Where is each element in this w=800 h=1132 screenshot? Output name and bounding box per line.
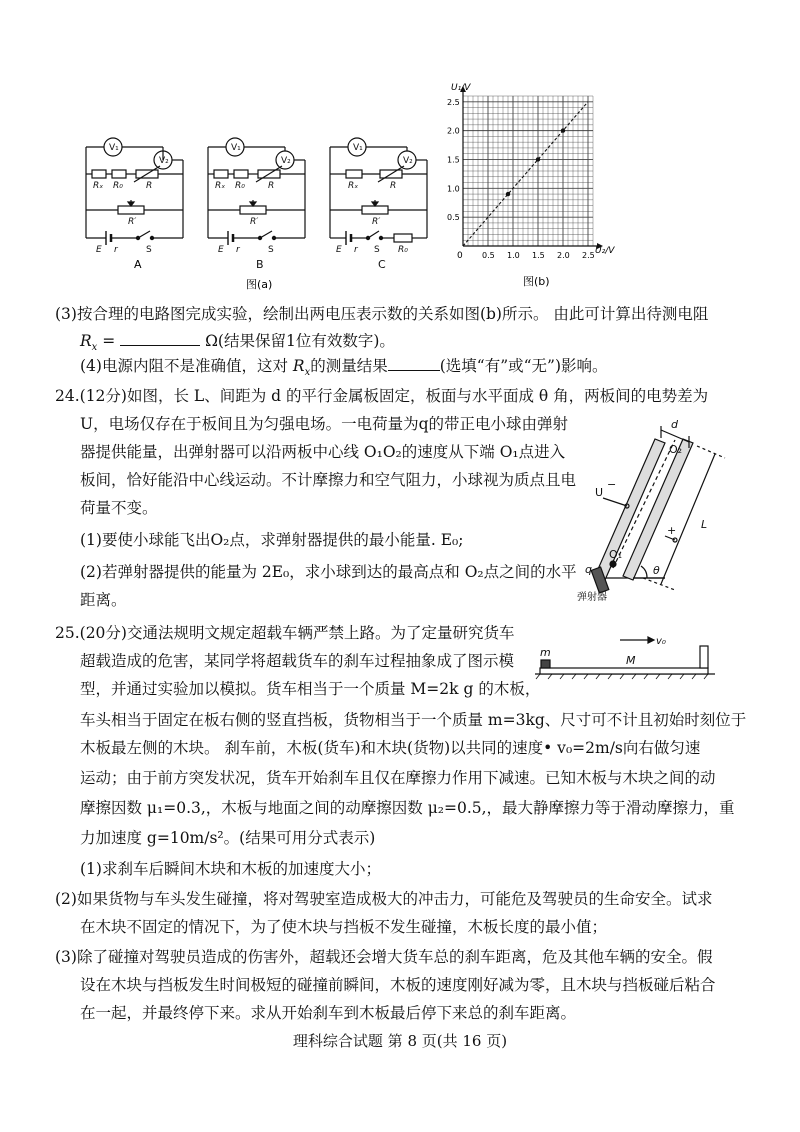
- plot-ticks: [447, 98, 595, 260]
- block-m: [541, 660, 550, 668]
- x-tick-label: 2.0: [557, 251, 570, 260]
- q25-line-4: 木板最左侧的木块。 刹车前，木板(货车)和木块(货物)以共同的速度• v₀=2m/s向右做匀速: [80, 739, 701, 757]
- y-tick-label: 2.5: [447, 97, 460, 107]
- rx-symbol-2: R: [292, 357, 305, 375]
- label-v0: v₀: [656, 636, 666, 647]
- rprime-label-b: R′: [250, 217, 259, 227]
- r-label: R: [146, 181, 153, 191]
- s-label: S: [146, 245, 152, 255]
- x-tick-label: 0.5: [482, 251, 495, 260]
- label-M: M: [626, 654, 636, 667]
- label-theta: θ: [653, 564, 660, 577]
- equals-sign: =: [97, 332, 121, 350]
- rint-label: r: [114, 245, 118, 255]
- q23-part4-a: (4)电源内阻不是准确值，这对: [80, 357, 293, 375]
- v1-label-c: V₁: [353, 143, 363, 153]
- q23-part4-c: (选填“有”或“无”)影响。: [439, 357, 608, 375]
- label-launcher: 弹射器: [577, 592, 607, 603]
- q24-line-0: 24.(12分)如图，长 L、间距为 d 的平行金属板固定，板面与水平面成 θ 角，两板间的电势差为: [55, 387, 709, 405]
- q25-line-1: 超载造成的危害，某同学将超载货车的刹车过程抽象成了图示模: [80, 652, 515, 670]
- q25-line-11: (3)除了碰撞对驾驶员造成的伤害外，超载还会增大货车总的刹车距离，危及其他车辆的安全。假: [55, 948, 713, 966]
- rx-symbol: R: [80, 332, 92, 350]
- r0-label-b: R₀: [235, 181, 245, 191]
- q25-line-0: 25.(20分)交通法规明文规定超载车辆严禁上路。为了定量研究货车: [55, 624, 515, 642]
- figure-a-circuits: [78, 130, 438, 295]
- v1-label-b: V₁: [231, 143, 241, 153]
- e-label-c: E: [336, 245, 342, 255]
- rx-label-c: Rₓ: [348, 181, 359, 191]
- label-q: q: [585, 563, 592, 576]
- r0-label-c: R₀: [398, 245, 408, 255]
- rint-label-b: r: [236, 245, 240, 255]
- label-m: m: [540, 646, 551, 659]
- y-axis-label: U₁/V: [451, 83, 471, 93]
- data-point: [561, 128, 565, 132]
- e-label: E: [96, 245, 102, 255]
- q24-line-4: 荷量不变。: [80, 499, 158, 517]
- figure-b-plot: [445, 78, 620, 293]
- s-label-b: S: [268, 245, 274, 255]
- q23-part3-line1: (3)按合理的电路图完成实验，绘制出两电压表示数的关系如图(b)所示。 由此可计算出待测电阻: [55, 305, 709, 323]
- q25-line-8: (1)求刹车后瞬间木块和木板的加速度大小；: [80, 860, 381, 878]
- label-l: L: [701, 518, 708, 531]
- data-point: [536, 157, 540, 161]
- r-label-c: R: [390, 181, 397, 191]
- q24-line-2: 器提供能量，出弹射器可以沿两板中心线 O₁O₂的速度从下端 O₁点进入: [80, 443, 566, 461]
- q25-line-13: 在一起，并最终停下来。求从开始刹车到木板最后停下来总的刹车距离。: [80, 1004, 577, 1022]
- circuit-A: [86, 138, 183, 245]
- plot-marks: [463, 102, 588, 246]
- answer-blank-rx[interactable]: [120, 330, 200, 346]
- answer-blank-influence[interactable]: [388, 355, 440, 371]
- figure-q25-truck: [530, 630, 720, 682]
- rx-sub-2: x: [304, 367, 311, 379]
- v2-label-c: V₂: [403, 156, 413, 166]
- q23-part3-line2: [80, 330, 395, 358]
- q25-line-6: 摩擦因数 μ₁=0.3,，木板与地面之间的动摩擦因数 μ₂=0.5,，最大静摩擦力等于滑动摩擦力，重: [80, 799, 735, 817]
- page-footer: 理科综合试题 第 8 页(共 16 页): [292, 1032, 508, 1050]
- q25-line-10: 在木块不固定的情况下，为了使木块与挡板不发生碰撞，木板长度的最小值；: [80, 918, 608, 936]
- x-tick-label: 2.5: [582, 251, 595, 260]
- rint-label-c: r: [354, 245, 358, 255]
- figure-q24-plates: [565, 418, 735, 603]
- resistor-r0-icon: [112, 170, 126, 178]
- q25-line-9: (2)如果货物与车头发生碰撞，将对驾驶室造成极大的冲击力，可能危及驾驶员的生命安全。试求: [55, 890, 713, 908]
- theta-arc: [641, 566, 647, 578]
- y-tick-label: 2.0: [447, 126, 460, 136]
- v2-label: V₂: [159, 156, 169, 166]
- circuit-c-label: C: [378, 258, 386, 271]
- data-point: [506, 192, 510, 196]
- q25-line-7: 力加速度 g=10m/s²。(结果可用分式表示): [80, 829, 376, 847]
- origin-label: 0: [457, 251, 463, 261]
- y-tick-label: 1.0: [447, 184, 460, 194]
- circuit-b-label: B: [256, 258, 264, 271]
- y-tick-label: 0.5: [447, 213, 460, 223]
- q24-line-1: U，电场仅存在于板间且为匀强电场。一电荷量为q的带正电小球由弹射: [80, 415, 568, 433]
- label-d: d: [671, 418, 678, 431]
- plot-axes: [460, 86, 603, 249]
- circuit-B: [208, 138, 305, 245]
- circuit-a-label: A: [134, 258, 142, 271]
- fit-line: [463, 102, 588, 246]
- q25-line-3: 车头相当于固定在板右侧的竖直挡板，货物相当于一个质量 m=3kg、尺寸可不计且初始时刻位于: [80, 711, 747, 729]
- q25-line-2: 型，并通过实验加以模拟。货车相当于一个质量 M=2k g 的木板，: [80, 680, 541, 698]
- label-o1: O₁: [609, 548, 623, 561]
- resistor-rx-icon: [92, 170, 106, 178]
- q24-line-7: 距离。: [80, 591, 127, 609]
- q23-part4: [80, 355, 608, 383]
- rprime-label: R′: [128, 217, 137, 227]
- switch-icon: [138, 231, 150, 238]
- q23-part3-tail: Ω(结果保留1位有效数字)。: [200, 332, 395, 350]
- label-o2: O₂: [669, 443, 683, 456]
- x-tick-label: 1.5: [532, 251, 545, 260]
- rx-sub: x: [91, 342, 98, 354]
- s-label-c: S: [374, 245, 380, 255]
- r0-label: R₀: [113, 181, 123, 191]
- rprime-label-c: R′: [372, 217, 381, 227]
- q25-line-12: 设在木块与挡板发生时间极短的碰撞前瞬间，木板的速度刚好减为零，且木块与挡板碰后粘合: [80, 976, 716, 994]
- figure-a-caption: 图(a): [246, 278, 273, 291]
- circuit-C: [330, 138, 427, 245]
- r-label-b: R: [268, 181, 275, 191]
- q24-line-3: 板间，恰好能沿中心线运动。不计摩擦力和空气阻力，小球视为质点且电: [80, 471, 577, 489]
- label-plus: +: [667, 524, 677, 537]
- q25-line-5: 运动；由于前方突发状况，货车开始刹车且仅在摩擦力作用下减速。已知木板与木块之间的动: [80, 769, 716, 787]
- e-label-b: E: [218, 245, 224, 255]
- y-tick-label: 1.5: [447, 155, 460, 165]
- rx-label-b: Rₓ: [215, 181, 226, 191]
- q24-line-6: (2)若弹射器提供的能量为 2E₀，求小球到达的最高点和 O₂点之间的水平: [80, 563, 577, 581]
- q24-line-5: (1)要使小球能飞出O₂点，求弹射器提供的最小能量. E₀;: [80, 531, 464, 549]
- label-minus: −: [607, 478, 617, 491]
- v1-label: V₁: [109, 143, 119, 153]
- x-tick-label: 1.0: [507, 251, 520, 260]
- board-M: [540, 668, 708, 674]
- v2-label-b: V₂: [281, 156, 291, 166]
- slider-rprime-icon: [118, 206, 144, 214]
- x-axis-label: U₂/V: [595, 246, 615, 256]
- figure-b-caption: 图(b): [523, 275, 550, 288]
- q23-part4-b: 的测量结果: [310, 357, 388, 375]
- label-u: U: [595, 486, 604, 499]
- ball-icon: [610, 561, 616, 567]
- rx-label: Rₓ: [93, 181, 104, 191]
- baffle: [700, 646, 708, 668]
